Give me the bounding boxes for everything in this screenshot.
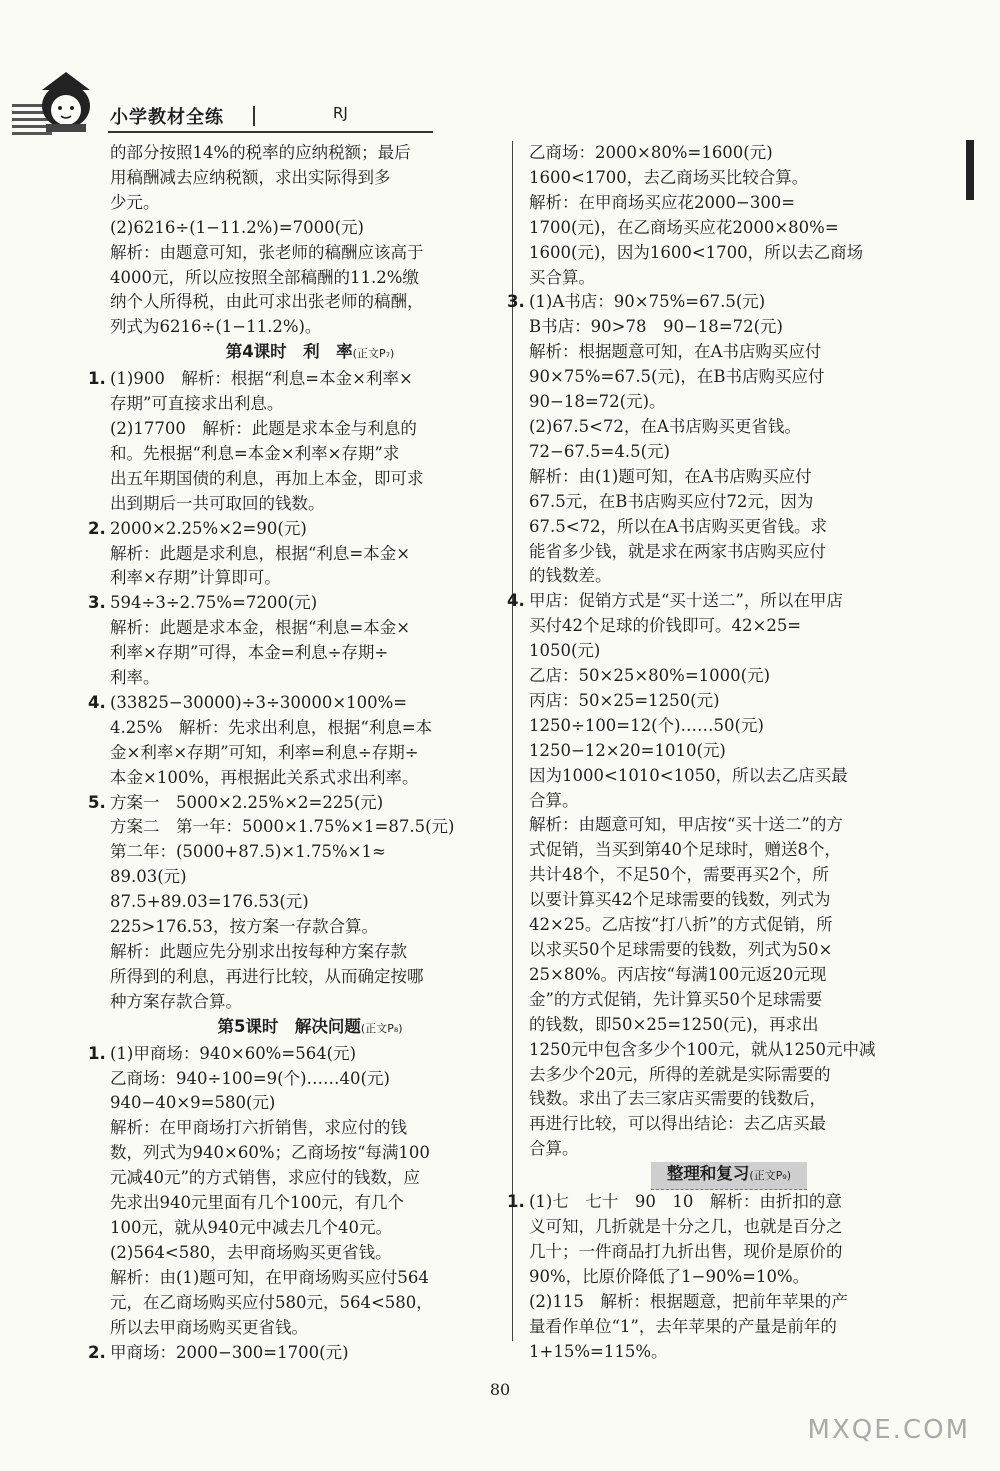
text-line: 1+15%=115%。 [529, 1341, 668, 1361]
text-line: 67.5<72，所以在A书店购买更省钱。求 [529, 516, 827, 536]
text-line: 90%，比原价降低了1−90%=10%。 [529, 1266, 810, 1286]
text-line: 的部分按照14%的税率的应纳税额；最后 [110, 143, 411, 162]
brand-title: 小学教材全练 [110, 107, 224, 128]
text-line: 钱数。求出了去三家店买需要的钱数后， [529, 1089, 826, 1109]
text-line: 义可知，几折就是十分之几，也就是百分之 [529, 1216, 843, 1236]
text-line: 90−18=72(元)。 [529, 392, 666, 412]
text-line: 4.25% 解析：先求出利息，根据“利息=本 [110, 717, 433, 737]
text-line: 少元。 [110, 192, 160, 212]
text-line: 用稿酬减去应纳税额，求出实际得到多 [110, 167, 391, 187]
right-column [507, 141, 929, 1364]
text-line: 出到期后一共可取回的钱数。 [110, 493, 325, 513]
text-line: 方案二 第一年：5000×1.75%×1=87.5(元) [110, 817, 455, 837]
text-line: 67.5元，在B书店购买应付72元，因为 [529, 491, 814, 511]
text-line: 解析：根据题意可知，在A书店购买应付 [529, 342, 822, 362]
text-line: 金×利率×存期”可知，利率=利息÷存期÷ [110, 742, 419, 762]
text-line: 解析：由题意可知，甲店按“买十送二”的方 [529, 815, 843, 835]
text-line: 解析：此题是求本金，根据“利息=本金× [110, 618, 411, 638]
text-line: 共计48个，不足50个，需要再买2个，所 [529, 865, 829, 885]
text-line: 1. (1)七 七十 90 10 解析：由折扣的意 [507, 1192, 842, 1212]
text-line: 2. 2000×2.25%×2=90(元) [88, 518, 307, 538]
text-line: 元，在乙商场购买应付580元，564<580， [110, 1292, 433, 1312]
text-line: 1250元中包含多少个100元，就从1250元中减 [529, 1039, 876, 1059]
text-line: 乙商场：2000×80%=1600(元) [529, 143, 773, 162]
text-line: 利率×存期”计算即可。 [110, 568, 281, 588]
text-line: (2)564<580，去甲商场购买更省钱。 [110, 1242, 392, 1262]
text-line: (2)115 解析：根据题意，把前年苹果的产 [529, 1291, 848, 1311]
text-line: 式促销，当买到第40个足球时，赠送8个， [529, 840, 841, 860]
text-line: 以要计算买42个足球需要的钱数，列式为 [529, 890, 831, 910]
text-line: 940−40×9=580(元) [110, 1093, 276, 1113]
text-line: 解析：由(1)题可知，在甲商场购买应付564 [110, 1267, 429, 1287]
section-heading-review: 整理和复习(正文P₉) [529, 1162, 929, 1190]
page-number: 80 [489, 1380, 511, 1399]
text-line: 解析：此题是求利息，根据“利息=本金× [110, 543, 411, 563]
text-line: 先求出940元里面有几个100元，有几个 [110, 1193, 404, 1213]
text-line: 1700(元)，在乙商场买应花2000×80%= [529, 217, 839, 237]
text-line: 1600(元)，因为1600<1700，所以去乙商场 [529, 242, 864, 262]
header-divider [253, 106, 255, 126]
text-line: 买付42个足球的价钱即可。42×25= [529, 616, 802, 636]
text-line: 利率。 [110, 668, 160, 688]
text-line: 2. 甲商场：2000−300=1700(元) [88, 1342, 349, 1362]
text-line: 利率×存期”可得，本金=利息÷存期÷ [110, 643, 389, 663]
text-line: 1050(元) [529, 641, 601, 661]
text-line: 90×75%=67.5(元)，在B书店购买应付 [529, 367, 825, 387]
text-line: 4. (33825−30000)÷3÷30000×100%= [88, 692, 408, 712]
text-line: (2)67.5<72，在A书店购买更省钱。 [529, 416, 801, 436]
text-line: 所以去甲商场购买更省钱。 [110, 1317, 308, 1337]
text-line: 能省多少钱，就是求在两家书店购买应付 [529, 541, 826, 561]
text-line: 1250−12×20=1010(元) [529, 740, 726, 760]
text-line: 量看作单位“1”，去年苹果的产量是前年的 [529, 1316, 837, 1336]
text-line: 乙商场：940÷100=9(个)……40(元) [110, 1068, 390, 1088]
text-line: 第二年：(5000+87.5)×1.75%×1≈ [110, 842, 386, 862]
text-line: 和。先根据“利息=本金×利率×存期”求 [110, 443, 400, 463]
column-divider [512, 141, 513, 1341]
text-line: 合算。 [529, 1139, 579, 1159]
text-line: 元减40元”的方式销售，求应付的钱数，应 [110, 1168, 420, 1188]
text-line: 以求买50个足球需要的钱数，列式为50× [529, 940, 833, 959]
text-line: 种方案存款合算。 [110, 991, 242, 1011]
text-line: B书店：90>78 90−18=72(元) [529, 317, 783, 337]
text-line: 丙店：50×25=1250(元) [529, 690, 720, 710]
text-line: 乙店：50×25×80%=1000(元) [529, 666, 771, 686]
text-line: (2)17700 解析：此题是求本金与利息的 [110, 418, 417, 438]
section-heading-lesson4: 第4课时 利 率(正文P₇) [225, 342, 395, 362]
text-line: 1. (1)甲商场：940×60%=564(元) [88, 1043, 357, 1063]
text-line: 所得到的利息，再进行比较，从而确定按哪 [110, 966, 424, 986]
text-line: 4000元，所以应按照全部稿酬的11.2%缴 [110, 267, 419, 287]
text-line: 纳个人所得税，由此可求出张老师的稿酬， [110, 292, 424, 312]
text-line: 出五年期国债的利息，再加上本金，即可求 [110, 468, 424, 488]
text-line: 225>176.53，按方案一存款合算。 [110, 917, 379, 937]
page-edge-mark [966, 140, 974, 200]
text-line: 因为1000<1010<1050，所以去乙店买最 [529, 765, 848, 785]
text-line: 解析：由题意可知，张老师的稿酬应该高于 [110, 242, 424, 262]
mascot-icon [32, 68, 106, 134]
text-line: 3. (1)A书店：90×75%=67.5(元) [507, 292, 766, 312]
text-line: 几十；一件商品打九折出售，现价是原价的 [529, 1241, 843, 1261]
edition-label: RJ [333, 104, 348, 122]
text-line: 存期”可直接求出利息。 [110, 394, 284, 414]
text-line: 去多少个20元，所得的差就是实际需要的 [529, 1064, 831, 1084]
text-line: 买合算。 [529, 267, 595, 287]
text-line: 25×80%。丙店按“每满100元返20元现 [529, 964, 827, 984]
text-line: 解析：此题应先分别求出按每种方案存款 [110, 942, 407, 961]
text-line: 解析：在甲商场买应花2000−300= [529, 192, 796, 212]
text-line: 72−67.5=4.5(元) [529, 441, 670, 461]
text-line: 解析：由(1)题可知，在A书店购买应付 [529, 466, 812, 486]
text-line: 4. 甲店：促销方式是“买十送二”，所以在甲店 [507, 591, 843, 611]
text-line: 合算。 [529, 790, 579, 810]
text-line: 3. 594÷3÷2.75%=7200(元) [88, 593, 318, 613]
text-line: 1600<1700，去乙商场买比较合算。 [529, 167, 809, 187]
text-line: 42×25。乙店按“打八折”的方式促销，所 [529, 915, 833, 935]
text-line: 89.03(元) [110, 867, 187, 887]
text-line: 100元，就从940元中减去几个40元。 [110, 1217, 392, 1237]
watermark: MXQE.COM [807, 1415, 970, 1445]
text-line: 解析：在甲商场打六折销售，求应付的钱 [110, 1118, 407, 1138]
text-line: 5. 方案一 5000×2.25%×2=225(元) [88, 792, 384, 812]
section-heading-lesson5: 第5课时 解决问题(正文P₈) [217, 1016, 403, 1036]
text-line: 1. (1)900 解析：根据“利息=本金×利率× [88, 369, 413, 389]
text-line: 1250÷100=12(个)……50(元) [529, 715, 764, 735]
text-line: 本金×100%，再根据此关系式求出利率。 [110, 767, 419, 787]
left-column [88, 141, 510, 1365]
text-line: 数，列式为940×60%；乙商场按“每满100 [110, 1143, 430, 1163]
text-line: 金”的方式促销，先计算买50个足球需要 [529, 989, 823, 1009]
text-line: 的钱数，即50×25=1250(元)，再求出 [529, 1014, 819, 1034]
header-rule [108, 131, 433, 133]
text-line: 的钱数差。 [529, 566, 612, 586]
text-line: (2)6216÷(1−11.2%)=7000(元) [110, 217, 364, 237]
text-line: 87.5+89.03=176.53(元) [110, 892, 309, 912]
text-line: 再进行比较，可以得出结论：去乙店买最 [529, 1114, 826, 1134]
text-line: 列式为6216÷(1−11.2%)。 [110, 317, 322, 337]
